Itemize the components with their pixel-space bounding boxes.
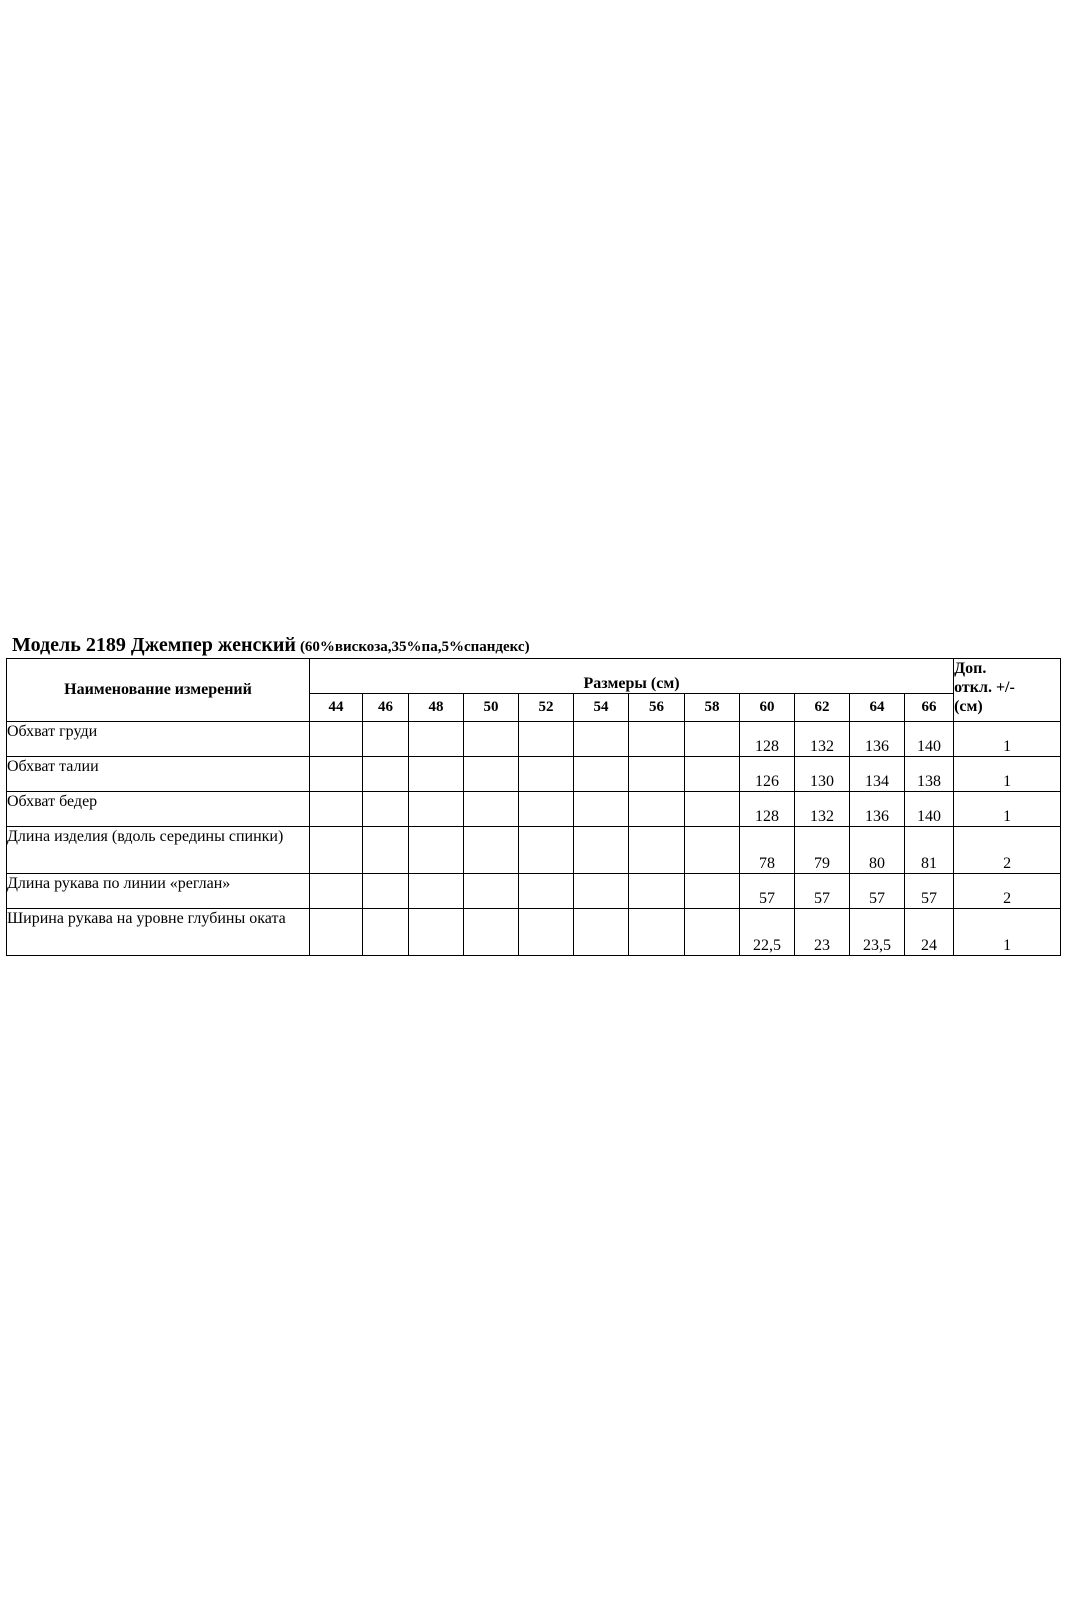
measurement-value — [685, 874, 740, 909]
measurement-value — [685, 827, 740, 874]
measurement-value — [363, 722, 409, 757]
measurement-value — [685, 722, 740, 757]
model-title: Модель 2189 Джемпер женский — [12, 634, 296, 656]
measurement-value — [409, 874, 464, 909]
measurement-value — [629, 827, 685, 874]
measurement-value — [310, 909, 363, 956]
measurement-value — [310, 827, 363, 874]
measurement-value — [310, 757, 363, 792]
measurement-value: 134 — [850, 757, 905, 792]
measurement-value — [310, 874, 363, 909]
measurement-row — [7, 874, 1061, 909]
measurement-row — [7, 722, 1061, 757]
measurement-value: 57 — [905, 874, 954, 909]
measurement-value — [464, 909, 519, 956]
measurement-value — [409, 909, 464, 956]
size-column-header: 62 — [795, 694, 850, 722]
measurement-value: 23 — [795, 909, 850, 956]
measurement-value — [409, 722, 464, 757]
size-column-header: 46 — [363, 694, 409, 722]
measurement-value: 136 — [850, 722, 905, 757]
measurement-value: 22,5 — [740, 909, 795, 956]
tolerance-header: Доп. откл. +/- (см) — [954, 659, 1061, 722]
measurement-value — [574, 827, 629, 874]
measurement-value — [363, 874, 409, 909]
measurement-value — [363, 792, 409, 827]
measurement-label: Ширина рукава на уровне глубины оката — [7, 909, 310, 956]
measurement-value — [629, 909, 685, 956]
measurement-value: 78 — [740, 827, 795, 874]
measurement-value: 136 — [850, 792, 905, 827]
measurement-value: 132 — [795, 722, 850, 757]
measurement-value — [409, 757, 464, 792]
measurement-value — [409, 792, 464, 827]
measurement-value — [310, 792, 363, 827]
measurement-value — [519, 722, 574, 757]
measurement-value: 130 — [795, 757, 850, 792]
measurement-value — [685, 757, 740, 792]
measurement-value: 57 — [850, 874, 905, 909]
measurement-row — [7, 757, 1061, 792]
tolerance-value: 1 — [954, 757, 1061, 792]
measurement-value — [464, 827, 519, 874]
size-column-header: 54 — [574, 694, 629, 722]
measurement-value — [574, 757, 629, 792]
measurement-name-header: Наименование измерений — [7, 659, 310, 722]
measurement-value: 128 — [740, 722, 795, 757]
measurement-value — [519, 792, 574, 827]
measurement-value — [685, 909, 740, 956]
measurement-value — [363, 909, 409, 956]
measurement-value — [629, 792, 685, 827]
measurement-value: 57 — [795, 874, 850, 909]
measurement-value: 23,5 — [850, 909, 905, 956]
tolerance-value: 2 — [954, 827, 1061, 874]
measurement-value — [363, 757, 409, 792]
sizes-header: Размеры (см) — [310, 659, 954, 694]
measurement-value — [574, 792, 629, 827]
measurement-value — [629, 757, 685, 792]
measurement-value — [519, 827, 574, 874]
measurement-value: 79 — [795, 827, 850, 874]
measurement-value: 128 — [740, 792, 795, 827]
document-title — [12, 634, 530, 657]
size-column-header: 48 — [409, 694, 464, 722]
measurement-value — [464, 757, 519, 792]
measurement-value — [574, 874, 629, 909]
size-column-header: 64 — [850, 694, 905, 722]
measurement-label: Длина рукава по линии «реглан» — [7, 874, 310, 909]
measurement-value — [574, 722, 629, 757]
measurement-value — [685, 792, 740, 827]
tolerance-value: 1 — [954, 792, 1061, 827]
measurement-value — [464, 792, 519, 827]
size-chart-table — [6, 658, 1061, 956]
size-column-header: 52 — [519, 694, 574, 722]
tolerance-value: 1 — [954, 909, 1061, 956]
measurement-value: 81 — [905, 827, 954, 874]
measurement-value — [519, 909, 574, 956]
size-column-header: 60 — [740, 694, 795, 722]
measurement-value: 80 — [850, 827, 905, 874]
measurement-value: 132 — [795, 792, 850, 827]
measurement-row — [7, 909, 1061, 956]
measurement-label: Обхват груди — [7, 722, 310, 757]
measurement-value: 140 — [905, 722, 954, 757]
measurement-row — [7, 792, 1061, 827]
measurement-label: Обхват бедер — [7, 792, 310, 827]
size-column-header: 66 — [905, 694, 954, 722]
tolerance-value: 2 — [954, 874, 1061, 909]
measurement-value — [310, 722, 363, 757]
measurements-body — [7, 722, 1061, 956]
measurement-value: 126 — [740, 757, 795, 792]
tolerance-value: 1 — [954, 722, 1061, 757]
measurement-value: 138 — [905, 757, 954, 792]
measurement-value — [519, 757, 574, 792]
measurement-value — [629, 874, 685, 909]
measurement-value — [409, 827, 464, 874]
measurement-label: Обхват талии — [7, 757, 310, 792]
size-column-header: 56 — [629, 694, 685, 722]
measurement-value: 140 — [905, 792, 954, 827]
size-column-header: 58 — [685, 694, 740, 722]
size-column-header: 44 — [310, 694, 363, 722]
measurement-value — [363, 827, 409, 874]
measurement-row — [7, 827, 1061, 874]
measurement-value — [629, 722, 685, 757]
size-column-header: 50 — [464, 694, 519, 722]
fabric-composition: (60%вискоза,35%па,5%спандекс) — [299, 639, 530, 655]
measurement-value: 57 — [740, 874, 795, 909]
measurement-value — [574, 909, 629, 956]
measurement-value: 24 — [905, 909, 954, 956]
measurement-value — [519, 874, 574, 909]
measurement-label: Длина изделия (вдоль середины спинки) — [7, 827, 310, 874]
measurement-value — [464, 722, 519, 757]
measurement-value — [464, 874, 519, 909]
